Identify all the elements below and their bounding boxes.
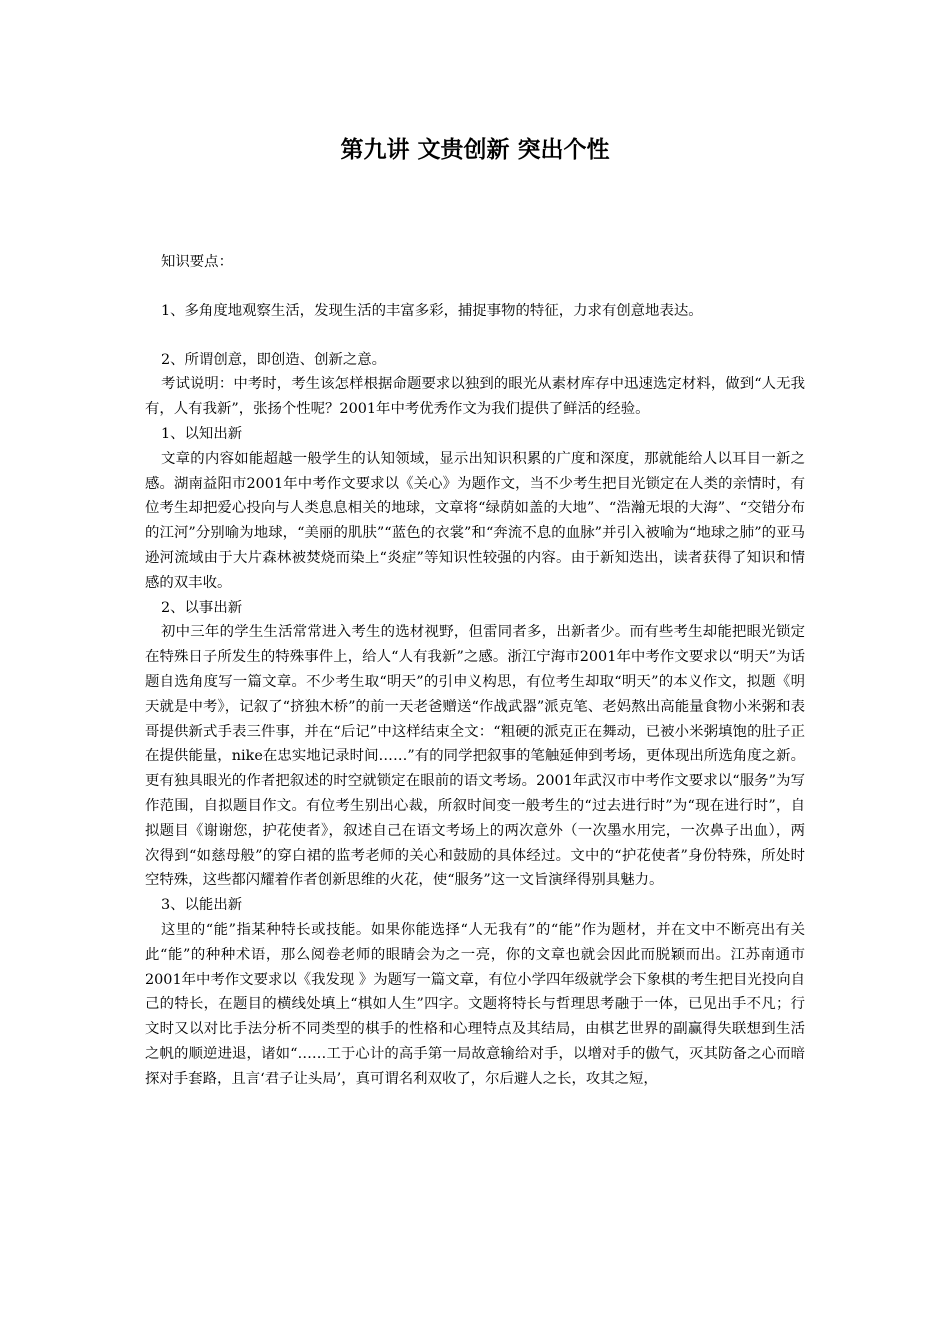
document-body [145,250,805,1092]
document-title: 第九讲 文贵创新 突出个性 [340,136,610,163]
subheading-skill-innovation: 3、以能出新 [161,897,243,914]
subheading-knowledge-innovation: 1、以知出新 [161,425,243,442]
body-paragraph-skill-innovation: 这里的“能”指某种特长或技能。如果你能选择“人无我有”的“能”作为题材，并在文中不断亮出有关此“能”的种种术语，那么阅卷老师的眼睛会为之一亮，你的文章也就会因此而脱颖而出。江苏南通市2001年中考作文要求以《我发现 》为题写一篇文章，有位小学四年级就学会下象棋的考生把目光投向自己的特长，在题目的横线处填上“棋如人生”四字。文题将特长与哲理思考融于一体，已见出手不凡；行文时又以对比手法分析不同类型的棋手的性格和心理特点及其结局，由棋艺世界的副赢得失联想到生活之帆的顺逆进退，诸如“……工于心计的高手第一局故意输给对手，以增对手的傲气，灭其防备之心而暗探对手套路，且言‘君子让头局’，真可谓名利双收了，尔后避人之长，攻其之短， [145,921,805,1087]
exam-description-paragraph: 考试说明：中考时，考生该怎样根据命题要求以独到的眼光从素材库存中迅速选定材料，做到“人无我有，人有我新”，张扬个性呢？2001年中考优秀作文为我们提供了鲜活的经验。 [145,376,805,418]
knowledge-point-1: 1、多角度地观察生活，发现生活的丰富多彩，捕捉事物的特征，力求有创意地表达。 [161,302,703,319]
section-label-knowledge-points: 知识要点： [161,254,233,270]
body-paragraph-knowledge-innovation: 文章的内容如能超越一般学生的认知领域，显示出知识积累的广度和深度，那就能给人以耳目一新之感。湖南益阳市2001年中考作文要求以《关心》为题作文，当不少考生把目光锁定在人类的亲情时，有位考生却把爱心投向与人类息息相关的地球，文章将“绿荫如盖的大地”、“浩瀚无垠的大海”、“交错分布的江河”分别喻为地球，“美丽的肌肤”“蓝色的衣裳”和“奔流不息的血脉”并引入被喻为“地球之肺”的亚马逊河流域由于大片森林被焚烧而染上“炎症”等知识性较强的内容。由于新知迭出，读者获得了知识和情感的双丰收。 [145,450,805,591]
knowledge-point-2: 2、所谓创意，即创造、创新之意。 [161,351,387,368]
body-paragraph-event-innovation: 初中三年的学生生活常常进入考生的选材视野，但雷同者多，出新者少。而有些考生却能把眼光锁定在特殊日子所发生的特殊事件上，给人“人有我新”之感。浙江宁海市2001年中考作文要求以“明天”为话题自选角度写一篇文章。不少考生取“明天”的引申义构思，有位考生却取“明天”的本义作文，拟题《明天就是中考》，记叙了“挤独木桥”的前一天老爸赠送“作战武器”派克笔、老妈熬出高能量食物小米粥和表哥提供新式手表三件事，并在“后记”中这样结束全文：“粗硬的派克正在舞动，已被小米粥填饱的肚子正在提供能量，nike在忠实地记录时间……”有的同学把叙事的笔触延伸到考场，更体现出所选角度之新。更有独具眼光的作者把叙述的时空就锁定在眼前的语文考场。2001年武汉市中考作文要求以“服务”为写作范围，自拟题目作文。有位考生别出心裁，所叙时间变一般考生的“过去进行时”为“现在进行时”，自拟题目《谢谢您，护花使者》，叙述自己在语文考场上的两次意外（一次墨水用完，一次鼻子出血），两次得到“如慈母般”的穿白裙的监考老师的关心和鼓励的具体经过。文中的“护花使者”身份特殊，所处时空特殊，这些都闪耀着作者创新思维的火花，使“服务”这一文旨演绎得别具魅力。 [145,624,805,889]
subheading-event-innovation: 2、以事出新 [161,599,243,616]
